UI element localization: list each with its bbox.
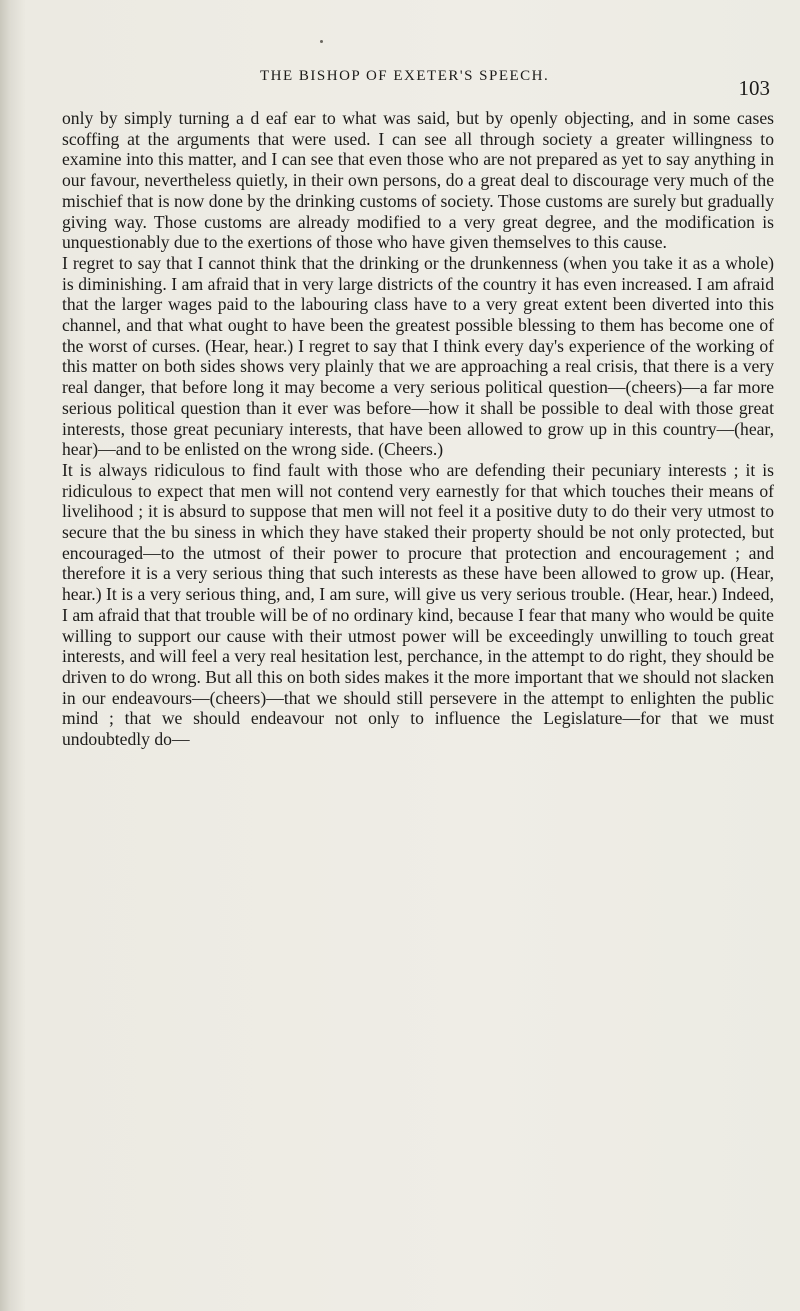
- paragraph-1: only by simply turning a d eaf ear to what was said, but by openly objecting, and in some cases scoffing at the arguments that were used. I can see all through society a greater willingness to examine into this matter, and I can see that even those who are not prepared as yet to say anything in our favour, nevertheless quietly, in their own persons, do a great deal to discourage very much of the mischief that is now done by the drinking customs of society. Those customs are surely but gradually giving way. Those customs are already modified to a very great degree, and the modification is unquestionably due to the exertions of those who have given themselves to this cause.: [62, 108, 774, 253]
- paragraph-2: I regret to say that I cannot think that the drinking or the drunkenness (when you take it as a whole) is diminishing. I am afraid that in very large districts of the country it has even increased. I am afraid that the larger wages paid to the labouring class have to a very great extent been diverted into this channel, and that what ought to have been the greatest possible blessing to them has become one of the worst of curses. (Hear, hear.) I regret to say that I think every day's experience of the working of this matter on both sides shows very plainly that we are approaching a real crisis, that there is a very real danger, that before long it may become a very serious political question—(cheers)—a far more serious political question than it ever was before—how it shall be possible to deal with those great interests, those great pecuniary interests, that have been allowed to grow up in this country—(hear, hear)—and to be enlisted on the wrong side. (Cheers.): [62, 252, 774, 460]
- speech-text: [62, 108, 774, 750]
- print-speck: [320, 40, 323, 43]
- page-number: 103: [738, 76, 770, 100]
- paragraph-3: It is always ridiculous to find fault with those who are defending their pecuniary interests ; it is ridiculous to expect that men will not contend very earnestly for that which touches their means of livelihood ; it is absurd to suppose that men will not feel it a positive duty to do their very utmost to secure that the bu siness in which they have staked their property should be not only protected, but encouraged—to the utmost of their power to procure that protection and encouragement ; and therefore it is a very serious thing that such interests as these have been allowed to grow up. (Hear, hear.) It is a very serious thing, and, I am sure, will give us very serious trouble. (Hear, hear.) Indeed, I am afraid that that trouble will be of no ordinary kind, because I fear that many who would be quite willing to support our cause with their utmost power will be exceedingly unwilling to touch great interests, and will feel a very real hesitation lest, perchance, in the attempt to do right, they should be driven to do wrong. But all this on both sides makes it the more important that we should not slacken in our endeavours—(cheers)—that we should still persevere in the attempt to enlighten the public mind ; that we should endeavour not only to influence the Legislature—for that we must undoubtedly do—: [62, 459, 774, 750]
- page-header: [60, 68, 770, 108]
- running-title: THE BISHOP OF EXETER'S SPEECH.: [260, 68, 550, 84]
